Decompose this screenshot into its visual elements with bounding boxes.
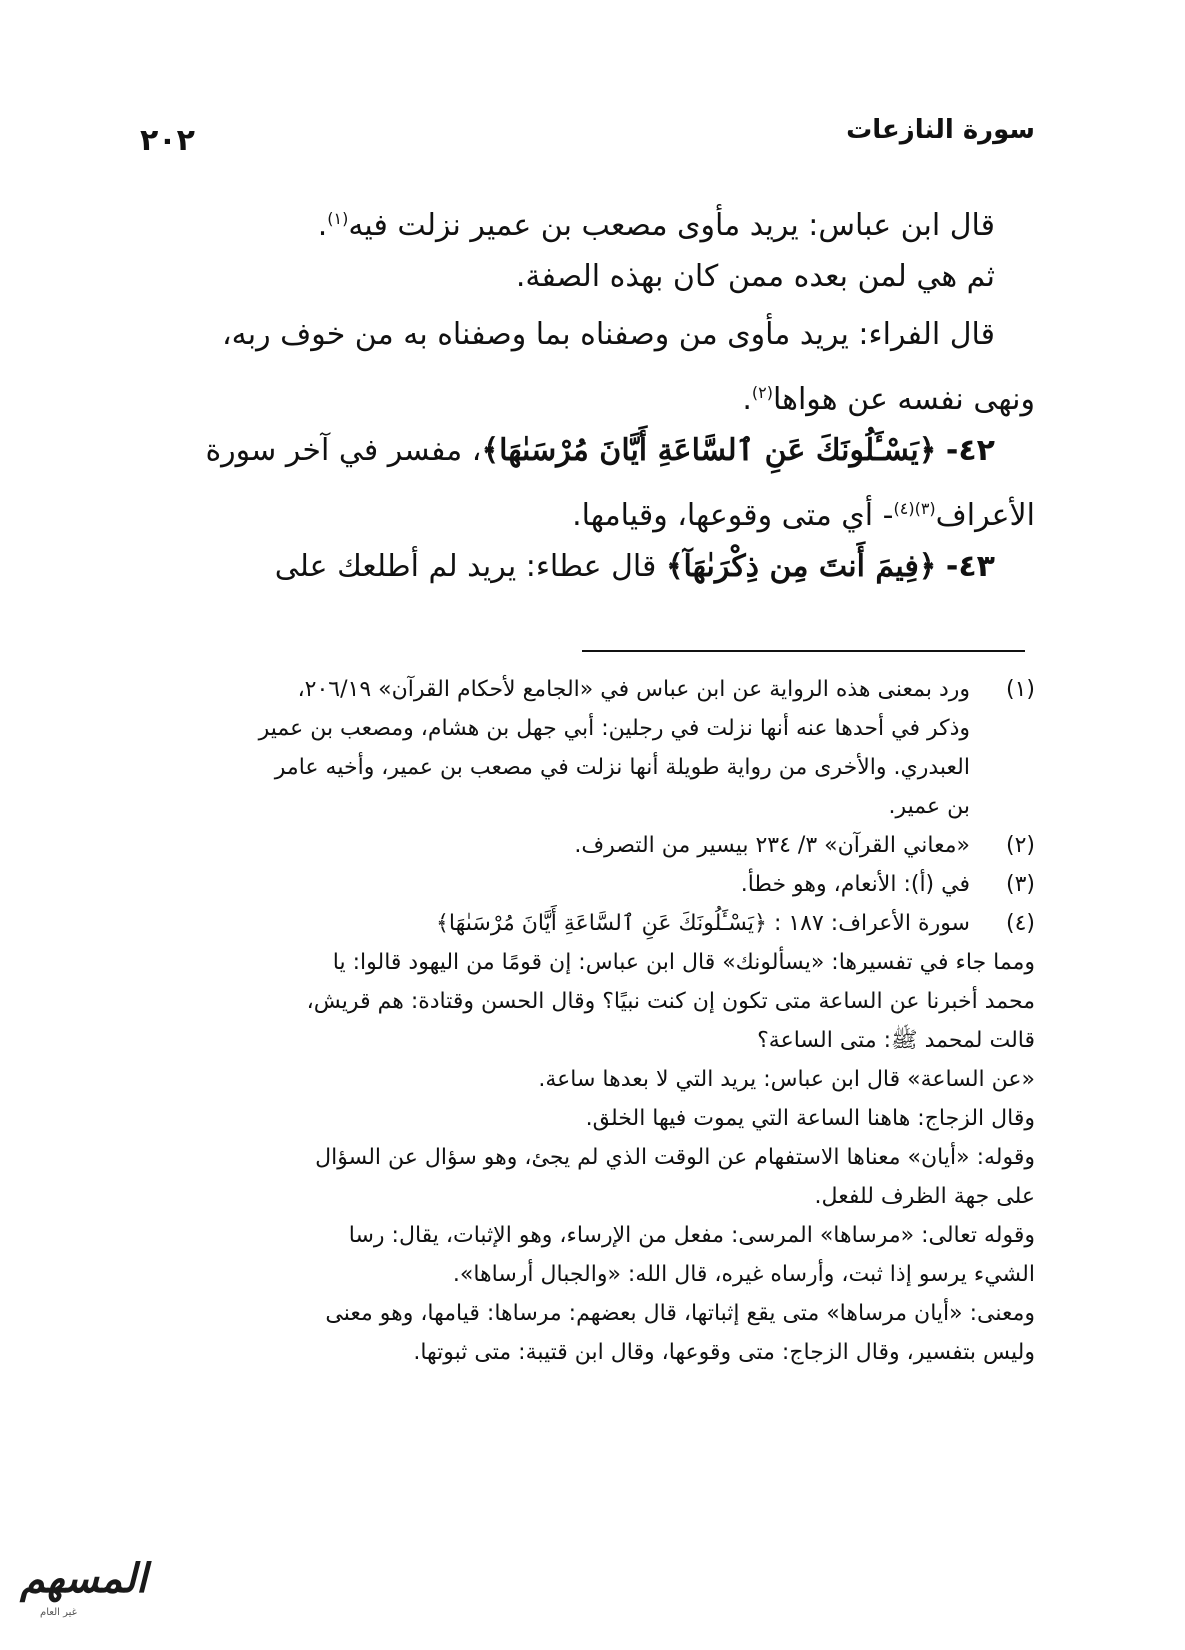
quran-verse: ﴿يَسْـَٔلُونَكَ عَنِ ٱلسَّاعَةِ أَيَّانَ مُرْسَىٰهَا﴾ <box>481 433 937 468</box>
footnote-divider <box>582 650 1025 652</box>
text-line: قال الفراء: يريد مأوى من وصفناه بما وصفناه به من خوف ربه، <box>221 317 995 352</box>
text-line: ثم هي لمن بعده ممن كان بهذه الصفة. <box>515 259 995 294</box>
logo-text: المسهم <box>20 1555 148 1602</box>
footnote-line: محمد أخبرنا عن الساعة متى تكون إن كنت نبيًا؟ وقال الحسن وقتادة: هم قريش، <box>306 989 1035 1014</box>
footnote-line: وقوله تعالى: «مرساها» المرسى: مفعل من الإرساء، وهو الإثبات، يقال: رسا <box>348 1223 1035 1248</box>
quran-verse: ﴿فِيمَ أَنتَ مِن ذِكْرَىٰهَآ﴾ <box>665 549 937 584</box>
footnote-1: (١) ورد بمعنى هذه الرواية عن ابن عباس في «الجامع لأحكام القرآن» ٢٠٦/١٩، <box>140 670 1035 709</box>
footnote-number: (١) <box>1005 677 1035 702</box>
verse-line-43: ٤٣- ﴿فِيمَ أَنتَ مِن ذِكْرَىٰهَآ﴾ قال عطاء: يريد لم أطلعك على <box>274 549 995 584</box>
footnote-line: الشيء يرسو إذا ثبت، وأرساه غيره، قال الله: «والجبال أرساها». <box>452 1262 1035 1287</box>
page-number: ٢٠٢ <box>140 123 195 158</box>
text-line: قال ابن عباس: يريد مأوى مصعب بن عمير نزلت فيه$^{(١)}$. <box>317 208 995 243</box>
footnote-line: قالت لمحمد ﷺ: متى الساعة؟ <box>757 1028 1035 1053</box>
footnote-line: وقوله: «أيان» معناها الاستفهام عن الوقت الذي لم يجئ، وهو سؤال عن السؤال <box>315 1145 1035 1170</box>
text-line: ونهى نفسه عن هواها$^{(٢)}$. <box>742 382 1035 417</box>
footnote-line: العبدري. والأخرى من رواية طويلة أنها نزلت في مصعب بن عمير، وأخيه عامر <box>274 755 970 780</box>
footnote-line: وليس بتفسير، وقال الزجاج: متى وقوعها، وقال ابن قتيبة: متى ثبوتها. <box>413 1340 1035 1365</box>
footnote-number: (٢) <box>1005 833 1035 858</box>
footnote-line: ومما جاء في تفسيرها: «يسألونك» قال ابن عباس: إن قومًا من اليهود قالوا: يا <box>332 950 1035 975</box>
footnote-line: وذكر في أحدها عنه أنها نزلت في رجلين: أبي جهل بن هشام، ومصعب بن عمير <box>258 716 970 741</box>
text-line: الأعراف$^{(٣)(٤)}$- أي متى وقوعها، وقيامها. <box>572 498 1035 533</box>
verse-number: ٤٢- <box>945 433 995 468</box>
footnote-line: ومعنى: «أيان مرساها» متى يقع إثباتها، قال بعضهم: مرساها: قيامها، وهو معنى <box>325 1301 1035 1326</box>
page-header <box>140 115 1035 165</box>
publisher-logo <box>20 1555 148 1635</box>
main-text <box>140 190 1035 596</box>
verse-number: ٤٣- <box>945 549 995 584</box>
footnote-number: (٣) <box>1005 872 1035 897</box>
footnote-3: (٣) في (أ): الأنعام، وهو خطأ. <box>140 865 1035 904</box>
verse-line-42: ٤٢- ﴿يَسْـَٔلُونَكَ عَنِ ٱلسَّاعَةِ أَيَّانَ مُرْسَىٰهَا﴾، مفسر في آخر سورة <box>205 433 995 468</box>
footnote-line: بن عمير. <box>888 794 970 819</box>
footnote-number: (٤) <box>1005 911 1035 936</box>
footnote-line: «عن الساعة» قال ابن عباس: يريد التي لا بعدها ساعة. <box>538 1067 1035 1092</box>
running-title: سورة النازعات <box>846 115 1035 145</box>
logo-subtext: غير العام <box>40 1607 77 1618</box>
footnotes <box>140 670 1035 1372</box>
footnote-line: وقال الزجاج: هاهنا الساعة التي يموت فيها الخلق. <box>585 1106 1035 1131</box>
footnote-line: على جهة الظرف للفعل. <box>814 1184 1035 1209</box>
footnote-2: (٢) «معاني القرآن» ٣/ ٢٣٤ بيسير من التصرف. <box>140 826 1035 865</box>
footnote-4: (٤) سورة الأعراف: ١٨٧ : ﴿يَسْـَٔلُونَكَ عَنِ ٱلسَّاعَةِ أَيَّانَ مُرْسَىٰهَا﴾ <box>140 904 1035 943</box>
